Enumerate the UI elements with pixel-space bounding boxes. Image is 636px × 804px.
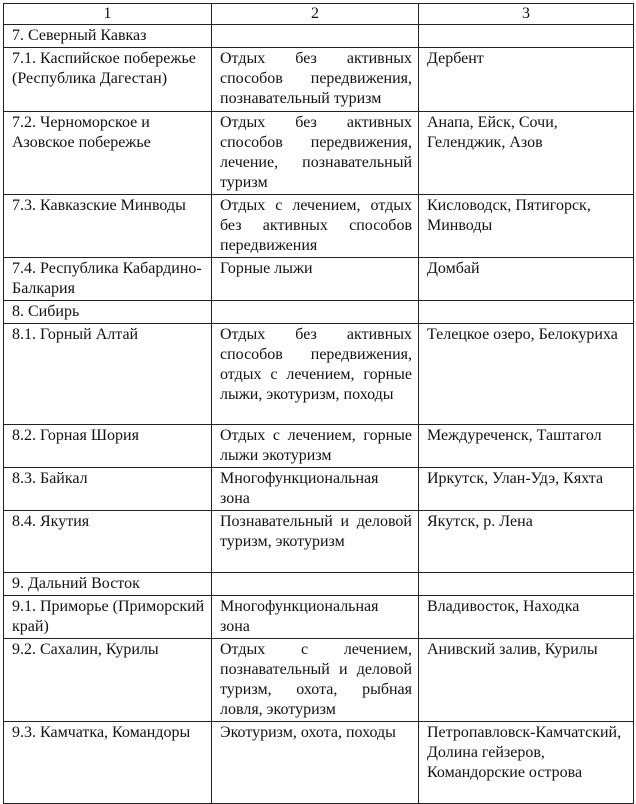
places-cell: Петропавловск-Камчатский, Долина гейзеров, Командорские острова (419, 722, 634, 804)
table-row (4, 258, 634, 301)
activity-cell: Экотуризм, охота, походы (212, 722, 419, 804)
table-row (4, 324, 634, 425)
places-cell: Кисловодск, Пятигорск, Минводы (419, 195, 634, 258)
places-cell (419, 301, 634, 324)
column-header: 1 (4, 4, 212, 25)
activity-cell: Отдых без активных способов передвижения, лечение, познавательный туризм (212, 112, 419, 195)
region-cell: 7.1. Каспийское побережье (Республика Дагестан) (4, 48, 212, 112)
places-cell: Дербент (419, 48, 634, 112)
table-row (4, 195, 634, 258)
region-cell: 8.4. Якутия (4, 511, 212, 573)
places-cell: Телецкое озеро, Белокуриха (419, 324, 634, 425)
column-header: 3 (419, 4, 634, 25)
table-row (4, 596, 634, 639)
table-row (4, 301, 634, 324)
activity-cell (212, 573, 419, 596)
places-cell: Междуреченск, Таштагол (419, 425, 634, 468)
region-cell: 7. Северный Кавказ (4, 25, 212, 48)
region-cell: 7.3. Кавказские Минводы (4, 195, 212, 258)
activity-cell: Горные лыжи (212, 258, 419, 301)
places-cell: Иркутск, Улан-Удэ, Кяхта (419, 468, 634, 511)
table-row (4, 468, 634, 511)
table-row (4, 639, 634, 722)
region-cell: 9. Дальний Восток (4, 573, 212, 596)
activity-cell: Отдых без активных способов передвижения, познавательный туризм (212, 48, 419, 112)
table-row (4, 25, 634, 48)
places-cell: Домбай (419, 258, 634, 301)
activity-cell (212, 25, 419, 48)
region-cell: 9.3. Камчатка, Командоры (4, 722, 212, 804)
activity-cell: Познавательный и деловой туризм, экотуризм (212, 511, 419, 573)
region-cell: 7.2. Черноморское и Азовское побережье (4, 112, 212, 195)
places-cell (419, 573, 634, 596)
activity-cell: Отдых с лечением, горные лыжи экотуризм (212, 425, 419, 468)
region-cell: 9.2. Сахалин, Курилы (4, 639, 212, 722)
region-cell: 9.1. Приморье (Приморский край) (4, 596, 212, 639)
column-header: 2 (212, 4, 419, 25)
activity-cell (212, 301, 419, 324)
region-cell: 8. Сибирь (4, 301, 212, 324)
places-cell: Анивский залив, Курилы (419, 639, 634, 722)
table-row (4, 425, 634, 468)
region-cell: 8.2. Горная Шория (4, 425, 212, 468)
table-row (4, 722, 634, 804)
region-cell: 7.4. Республика Кабардино-Балкария (4, 258, 212, 301)
activity-cell: Отдых без активных способов передвижения, отдых с лечением, горные лыжи, экотуризм, походы (212, 324, 419, 425)
table-row (4, 511, 634, 573)
activity-cell: Отдых с лечением, отдых без активных способов передвижения (212, 195, 419, 258)
activity-cell: Многофункциональная зона (212, 468, 419, 511)
header-row (4, 4, 634, 25)
tourism-regions-table (3, 3, 634, 804)
region-cell: 8.3. Байкал (4, 468, 212, 511)
places-cell (419, 25, 634, 48)
region-cell: 8.1. Горный Алтай (4, 324, 212, 425)
places-cell: Якутск, р. Лена (419, 511, 634, 573)
table-row (4, 48, 634, 112)
activity-cell: Отдых с лечением, познавательный и деловой туризм, охота, рыбная ловля, экотуризм (212, 639, 419, 722)
places-cell: Анапа, Ейск, Сочи, Геленджик, Азов (419, 112, 634, 195)
places-cell: Владивосток, Находка (419, 596, 634, 639)
table-row (4, 112, 634, 195)
table-row (4, 573, 634, 596)
activity-cell: Многофункциональная зона (212, 596, 419, 639)
